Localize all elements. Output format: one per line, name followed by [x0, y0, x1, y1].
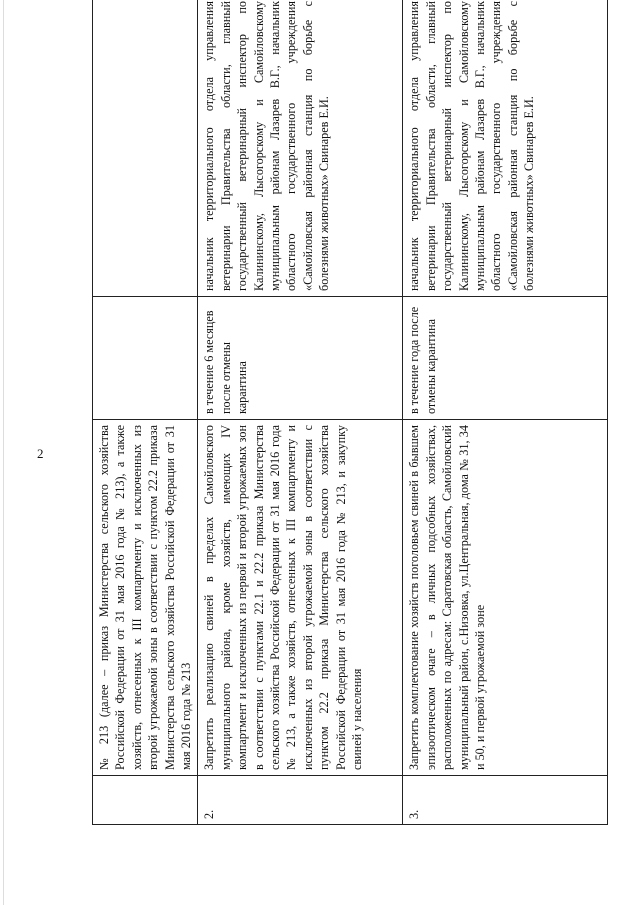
scan-edge — [3, 0, 4, 905]
measure-cell: Запретить комплектование хозяйств поголовьем свиней в бывшем эпизоотическом очаге – в личных подсобных хозяйствах, расположенных по адресам: Саратовская область, Самойловский муниципальный район, с.Низовка, ул.Центральная, дома № 31, 34 и 50, и первой угрожаемой зоне — [403, 420, 608, 776]
responsible-cell — [93, 0, 198, 297]
responsible-cell: начальник территориального отдела управления ветеринарии Правительства области, главный государственный ветеринарный инспектор по Калининскому, Лысогорскому и Самойловскому муниципальным районам Лазарев В.Г., начальник областного государственного учреждения «Самойловская районная станция по борьбе с болезнями животных» Свинарев Е.И. — [403, 0, 608, 297]
table-row — [403, 0, 608, 825]
measure-cell: Запретить реализацию свиней в пределах Самойловского муниципального района, кроме хозяйств, имеющих IV компартмент и исключенных из первой и второй угрожаемых зон в соответствии с пунктами 22.1 и 22.2 приказа Министерства сельского хозяйства Российской Федерации от 31 мая 2016 года № 213, а также хозяйств, отнесенных к III компартменту и исключенных из второй угрожаемой зоны в соответствии с пунктом 22.2 приказа Министерства сельского хозяйства Российской Федерации от 31 мая 2016 года № 213, и закупку свиней у населения — [198, 420, 403, 776]
page-number: 2 — [37, 446, 44, 461]
term-cell: в течение 6 месяцев после отмены карантина — [198, 297, 403, 420]
measures-table-container — [92, 1, 537, 825]
measures-table — [92, 0, 608, 825]
row-number-cell: 2. — [198, 776, 403, 825]
table-row — [198, 0, 403, 825]
table-row — [93, 0, 198, 825]
row-number-cell: 3. — [403, 776, 608, 825]
row-number-cell — [93, 776, 198, 825]
measure-cell: № 213 (далее – приказ Министерства сельского хозяйства Российской Федерации от 31 мая 2016 года № 213), а также хозяйств, отнесенных к III компартменту и исключенных из второй угрожаемой зоны в соответствии с пунктом 22.2 приказа Министерства сельского хозяйства Российской Федерации от 31 мая 2016 года № 213 — [93, 420, 198, 776]
term-cell — [93, 297, 198, 420]
responsible-cell: начальник территориального отдела управления ветеринарии Правительства области, главный государственный ветеринарный инспектор по Калининскому, Лысогорскому и Самойловскому муниципальным районам Лазарев В.Г., начальник областного государственного учреждения «Самойловская районная станция по борьбе с болезнями животных» Свинарев Е.И. — [198, 0, 403, 297]
term-cell: в течение года после отмены карантина — [403, 297, 608, 420]
